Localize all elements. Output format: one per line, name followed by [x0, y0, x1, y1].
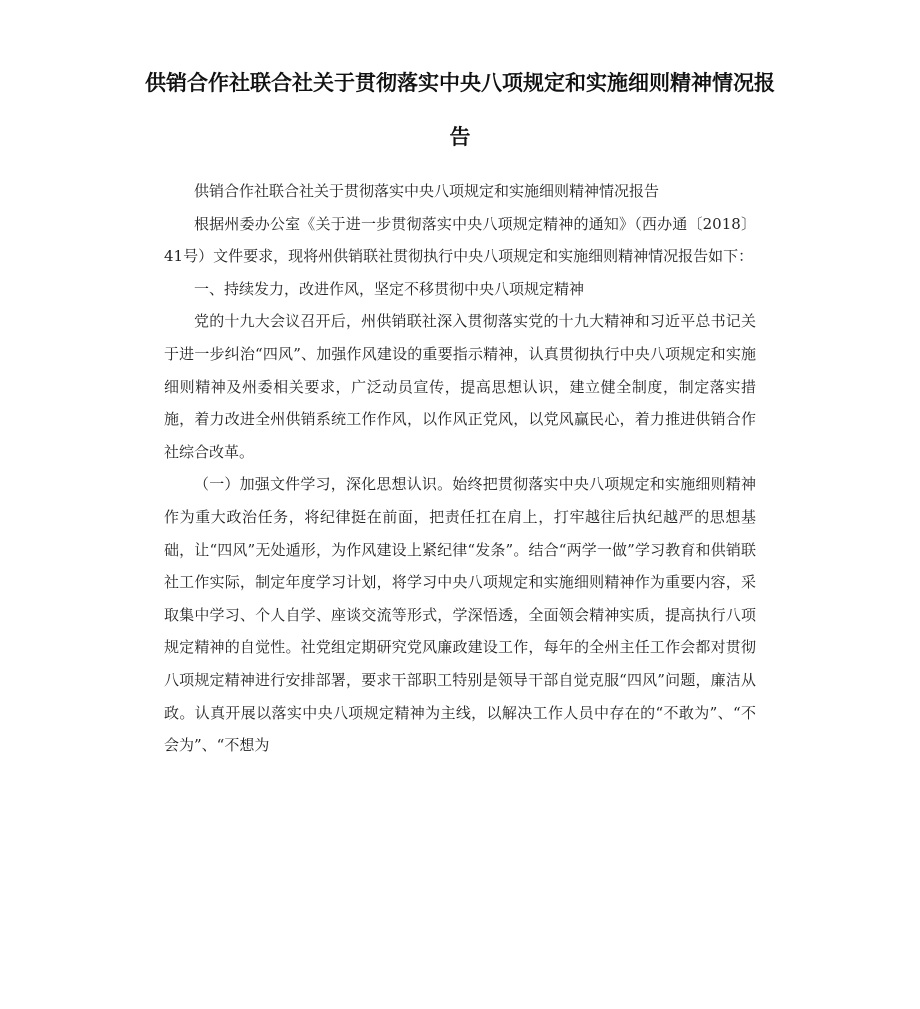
- paragraph-section-1: 党的十九大会议召开后，州供销联社深入贯彻落实党的十九大精神和习近平总书记关于进一步纠治“四风”、加强作风建设的重要指示精神，认真贯彻执行中央八项规定和实施细则精神及州委相关要求，广泛动员宣传，提高思想认识，建立健全制度，制定落实措施，着力改进全州供销系统工作作风，以作风正党风，以党风赢民心，着力推进供销合作社综合改革。: [164, 312, 756, 461]
- document-title: 供销合作社联合社关于贯彻落实中央八项规定和实施细则精神情况报告: [145, 71, 775, 149]
- paragraph-heading-repeat: 供销合作社联合社关于贯彻落实中央八项规定和实施细则精神情况报告: [194, 182, 660, 200]
- section-heading-1: 一、持续发力，改进作风，坚定不移贯彻中央八项规定精神: [194, 279, 585, 298]
- paragraph-intro: 根据州委办公室《关于进一步贯彻落实中央八项规定精神的通知》（西办通〔2018〕41号）文件要求，现将州供销联社贯彻执行中央八项规定和实施细则精神情况报告如下：: [164, 214, 756, 266]
- document-body: [164, 175, 756, 762]
- paragraph-subsection-1: （一）加强文件学习，深化思想认识。始终把贯彻落实中央八项规定和实施细则精神作为重大政治任务，将纪律挺在前面，把责任扛在肩上，打牢越往后执纪越严的思想基础，让“四风”无处遁形，为作风建设上紧纪律“发条”。结合“两学一做”学习教育和供销联社工作实际，制定年度学习计划，将学习中央八项规定和实施细则精神作为重要内容，采取集中学习、个人自学、座谈交流等形式，学深悟透，全面领会精神实质，提高执行八项规定精神的自觉性。社党组定期研究党风廉政建设工作，每年的全州主任工作会都对贯彻八项规定精神进行安排部署，要求干部职工特别是领导干部自觉克服“四风”问题，廉洁从政。认真开展以落实中央八项规定精神为主线，以解决工作人员中存在的“不敢为”、“不会为”、“不想为: [164, 475, 756, 755]
